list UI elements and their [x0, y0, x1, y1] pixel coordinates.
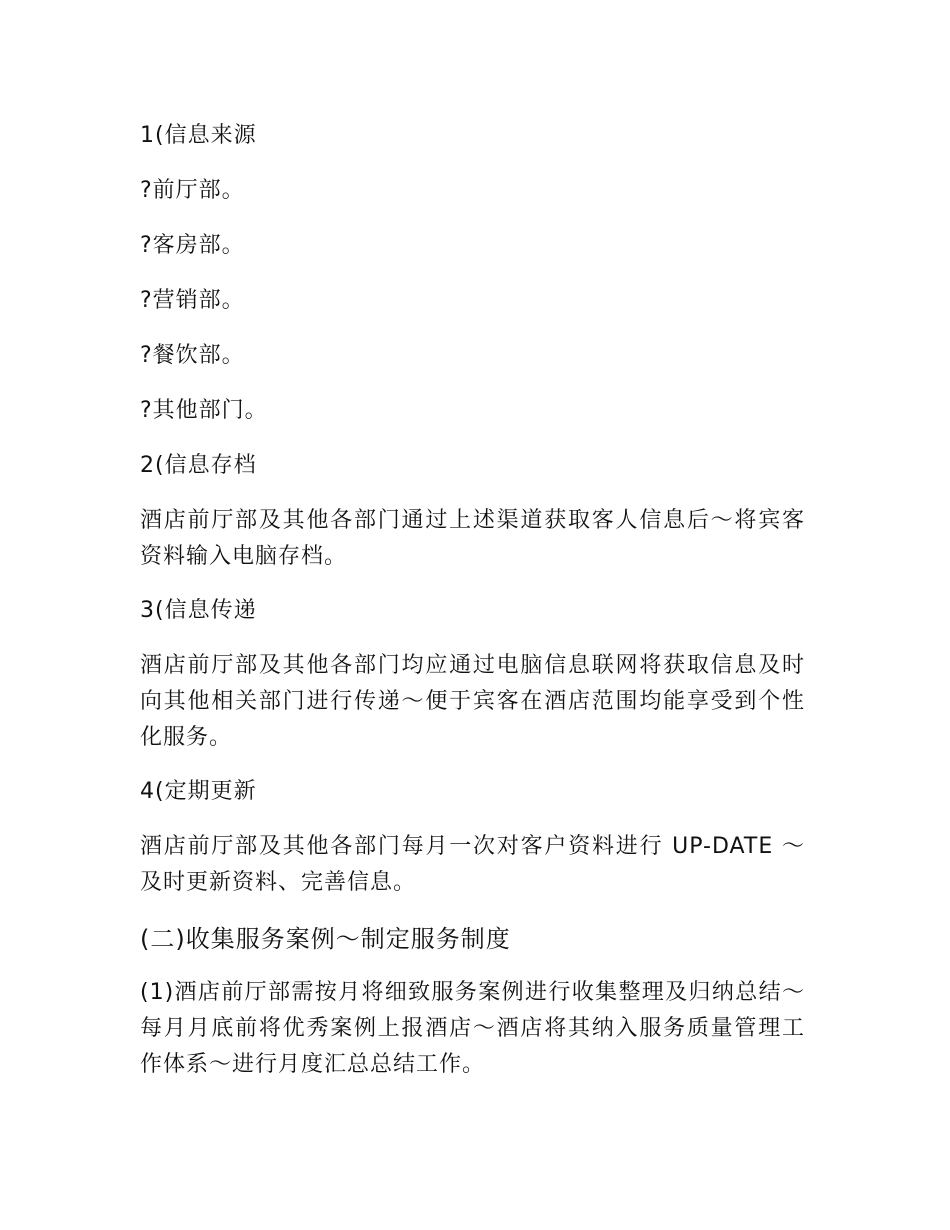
list-item-sales: ?营销部。: [140, 288, 245, 313]
list-item-other-departments: ?其他部门。: [140, 398, 268, 423]
section-heading-info-archive: 2(信息存档: [140, 453, 257, 478]
document-body: [140, 118, 805, 1083]
section-heading-info-transfer: 3(信息传递: [140, 598, 257, 623]
paragraph-info-archive: 酒店前厅部及其他各部门通过上述渠道获取客人信息后～将宾客资料输入电脑存档。: [140, 508, 805, 569]
list-item-housekeeping: ?客房部。: [140, 233, 245, 258]
paragraph-info-transfer: 酒店前厅部及其他各部门均应通过电脑信息联网将获取信息及时向其他相关部门进行传递～便于宾客在酒店范围均能享受到个性化服务。: [140, 653, 805, 750]
section-heading-info-source: 1(信息来源: [140, 123, 257, 148]
list-item-food-beverage: ?餐饮部。: [140, 343, 245, 368]
list-item-front-office: ?前厅部。: [140, 178, 245, 203]
paragraph-service-cases: (1)酒店前厅部需按月将细致服务案例进行收集整理及归纳总结～每月月底前将优秀案例上报酒店～酒店将其纳入服务质量管理工作体系～进行月度汇总总结工作。: [140, 980, 805, 1077]
section-heading-service-cases: (二)收集服务案例～制定服务制度: [140, 925, 511, 953]
paragraph-periodic-update: 酒店前厅部及其他各部门每月一次对客户资料进行 UP-DATE ～及时更新资料、完善信息。: [140, 834, 805, 895]
section-heading-periodic-update: 4(定期更新: [140, 779, 257, 804]
